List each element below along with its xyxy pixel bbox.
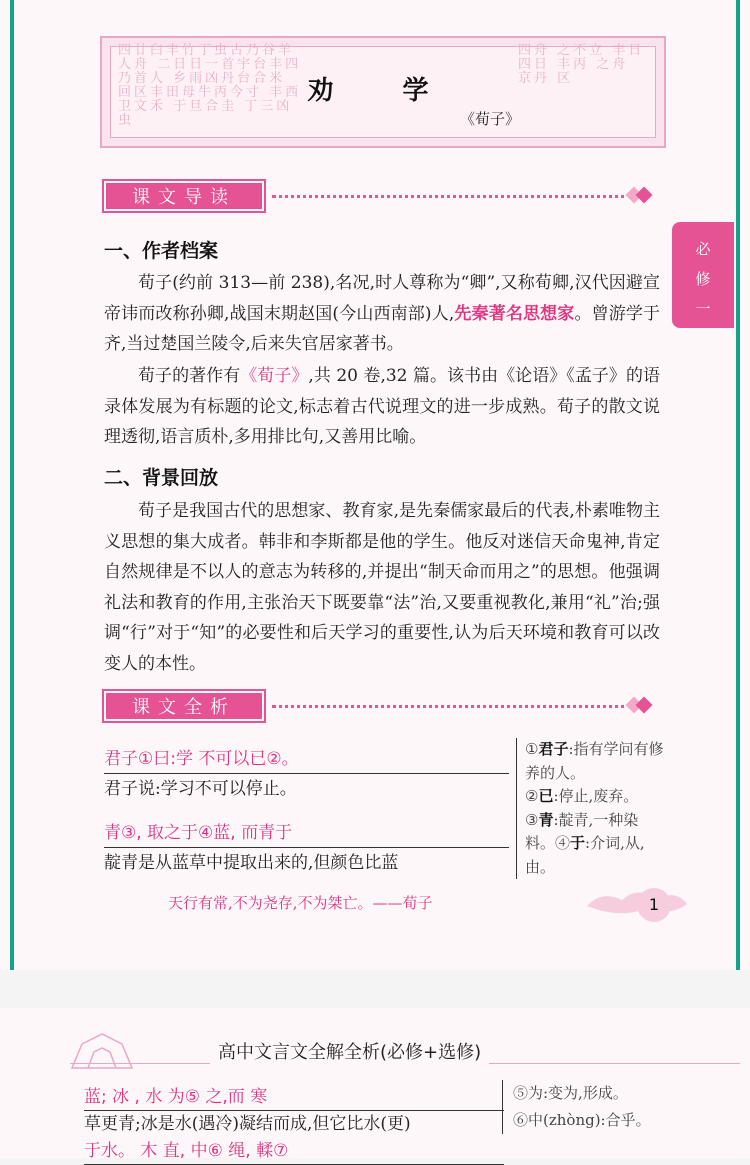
page-number: 1: [637, 888, 671, 922]
text-run: 荀子的著作有: [138, 366, 241, 386]
original-line: 君子①曰:学 不可以已②。: [104, 744, 509, 774]
translation-line: 君子说:学习不可以停止。: [104, 779, 297, 799]
note-number: ①: [525, 740, 539, 758]
translation-line: 靛青是从蓝草中提取出来的,但颜色比蓝: [104, 853, 399, 873]
original-line: 于水。 木 直, 中⑥ 绳, 輮⑦: [84, 1138, 504, 1165]
tab-compulsory-one[interactable]: [672, 222, 734, 328]
note-item: [525, 738, 666, 785]
section-label-guide: 课文导读: [104, 181, 264, 211]
note-item: [525, 809, 666, 880]
text-run: 。曾游学于齐,当过楚国兰陵令,后来失官居家著书。: [104, 303, 661, 354]
diamond-icon: [636, 187, 653, 204]
note-text: :指有学问有修养的人。: [525, 740, 664, 782]
original-line: 蓝; 冰 , 水 为⑤ 之,而 寒: [84, 1084, 504, 1111]
running-header-title: 高中文言文全解全析(必修+选修): [210, 1038, 489, 1064]
page-frame-left: [10, 0, 14, 970]
note-item: ⑥中(zhòng):合乎。: [513, 1111, 651, 1129]
page-frame-right: [736, 0, 740, 970]
seal-script-decoration: 四舟 之不立 丰日 四日 丰丙 之舟 京丹 区: [518, 43, 645, 86]
highlight-text: 《荀子》: [240, 366, 309, 386]
note-item: ⑤为:变为,形成。: [513, 1084, 628, 1102]
original-line: 青③, 取之于④蓝, 而青于: [104, 818, 509, 848]
note-key: 已: [538, 787, 554, 805]
seal-script-decoration: 四廿臼丰竹丁虫古乃谷羊人舟 二日日一首宇台丰四乃首人 乡雨凶丹台合米 回区丰田母牛丙今寸 丰西卫文禾 于旦合圭 丁三凶虫: [118, 43, 302, 128]
tab-char: 必: [695, 240, 711, 258]
section-header-analysis: [104, 691, 656, 721]
footer-quote: 天行有常,不为尧存,不为桀亡。——荀子: [168, 894, 433, 912]
notes-column: [502, 1080, 662, 1134]
text-run: ,共 20 卷,32 篇。该书由《论语》《孟子》的语录体发展为有标题的论文,标志着古代说理文的进一步成熟。荀子的散文说理透彻,语言质朴,多用排比句,又善用比喻。: [104, 366, 661, 447]
dotted-divider: [272, 195, 632, 198]
notes-column: [516, 738, 666, 879]
note-key: 青: [538, 810, 554, 829]
section-header-guide: [104, 181, 656, 211]
works-paragraph: [104, 361, 660, 453]
heading-author-profile: 一、作者档案: [104, 240, 219, 262]
highlight-text: 先秦著名思想家: [454, 303, 575, 324]
title-box: [100, 36, 666, 148]
heading-background: 二、背景回放: [104, 467, 219, 489]
note-text: :停止,废弃。: [553, 787, 639, 805]
note-number: ④: [555, 834, 571, 852]
tab-char: 一: [695, 300, 711, 318]
section-label-analysis: 课文全析: [104, 691, 264, 721]
translation-line: 草更青;冰是水(遇冷)凝结而成,但它比水(更): [84, 1114, 411, 1134]
diamond-icon: [636, 697, 653, 714]
author-name: 《荀子》: [460, 110, 521, 128]
author-paragraph: [104, 268, 660, 360]
note-number: ②: [525, 787, 539, 805]
page-title: 劝 学: [307, 76, 459, 106]
ornament-icon: [70, 1030, 134, 1070]
note-key: 君子: [538, 740, 569, 758]
annotated-text: [84, 1084, 504, 1165]
note-text: :介词,从,由。: [525, 834, 645, 876]
dotted-divider: [272, 705, 632, 708]
annotated-text: [104, 744, 509, 878]
text-run: 荀子(约前 313—前 238),名况,时人尊称为“卿”,又称荀卿,汉代因避宣帝讳而改称孙卿,战国末期赵国(今山西南部)人,: [104, 273, 660, 324]
note-key: 于: [570, 834, 586, 852]
background-paragraph: 荀子是我国古代的思想家、教育家,是先秦儒家最后的代表,朴素唯物主义思想的集大成者。韩非和李斯都是他的学生。他反对迷信天命鬼神,肯定自然规律是不以人的意志为转移的,并提出“制天命而用之”的思想。他强调礼法和教育的作用,主张治天下既要靠“法”治,又要重视教化,兼用“礼”治;强调“行”对于“知”的必要性和后天学习的重要性,认为后天环境和教育可以改变人的本性。: [104, 501, 660, 674]
page-two: [0, 1008, 750, 1161]
tab-char: 修: [695, 270, 711, 288]
note-text: :靛青,一种染料。: [525, 810, 639, 852]
note-number: ③: [525, 810, 539, 829]
note-item: [525, 785, 666, 809]
